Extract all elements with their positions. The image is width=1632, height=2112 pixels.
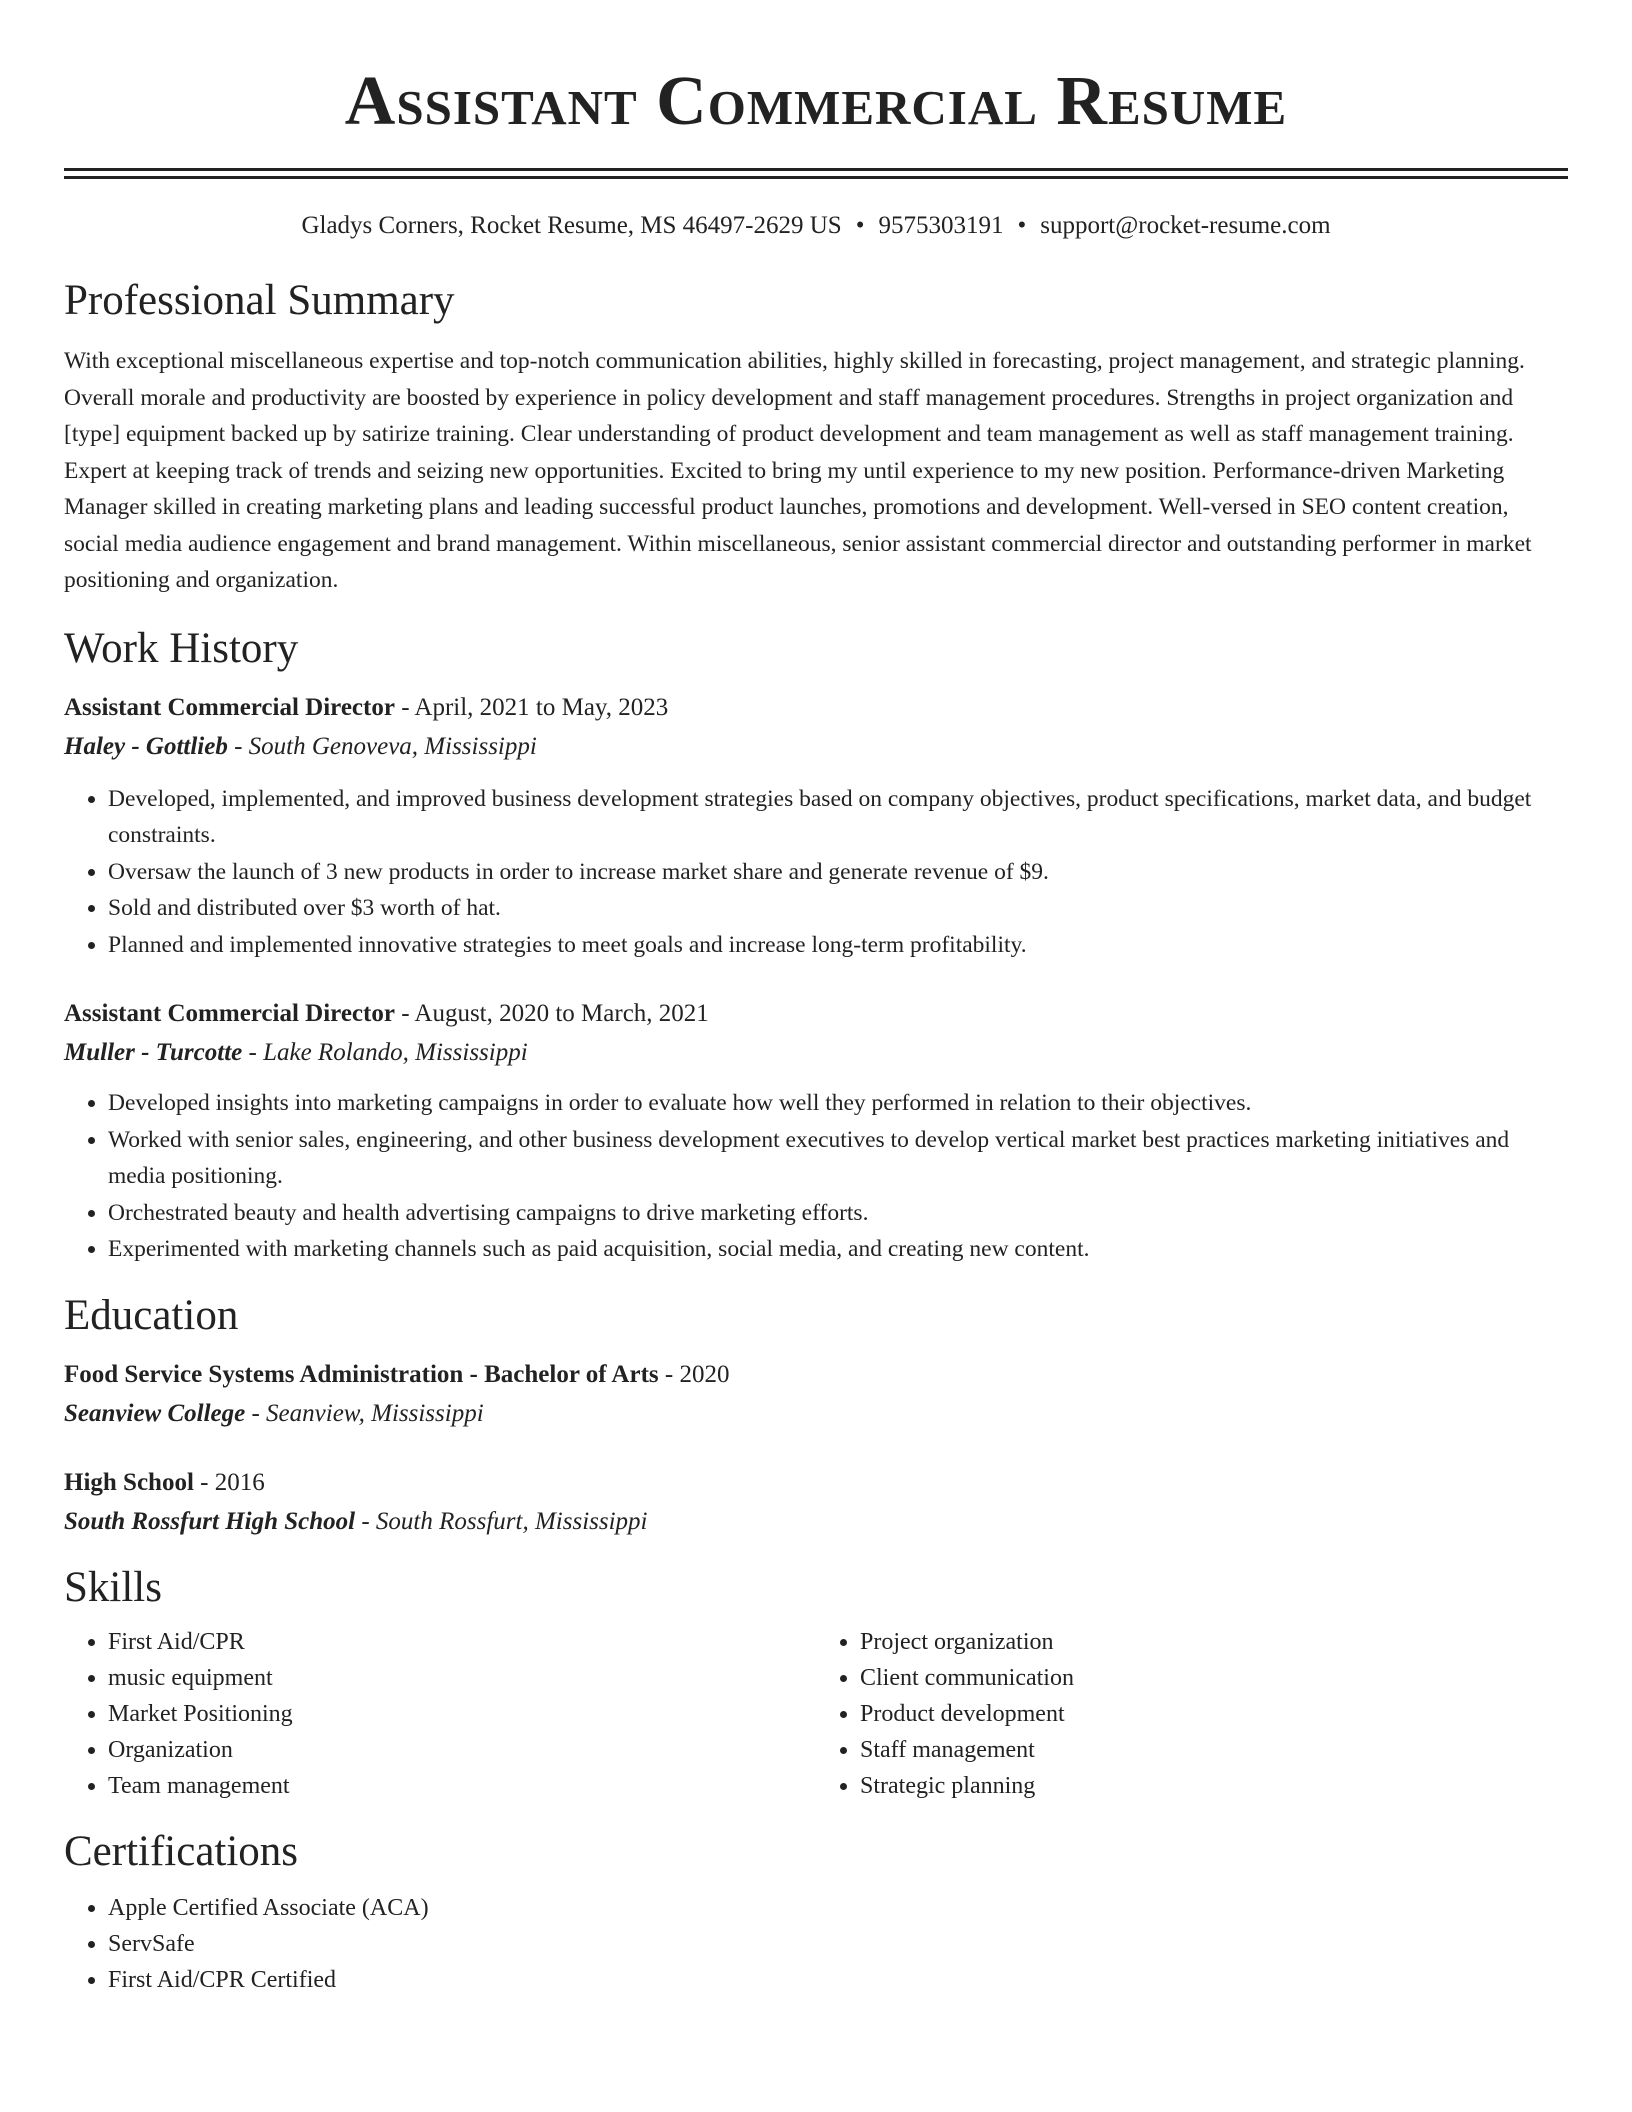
job-dates: - April, 2021 to May, 2023 [394,693,669,721]
education-year: - 2016 [193,1468,265,1496]
skill-item: • Staff management [860,1732,1568,1768]
certification-item: • ServSafe [108,1926,1568,1962]
job-company: Haley - Gottlieb [64,732,228,760]
skill-item: • Client communication [860,1660,1568,1696]
section-title-work-history: Work History [64,624,299,672]
section-title-skills: Skills [64,1563,162,1611]
education-entry [64,1356,1568,1434]
education-heading [64,1356,1568,1394]
education-location: - Seanview, Mississippi [245,1399,484,1427]
contact-separator: • [1017,212,1027,239]
skill-item: • Strategic planning [860,1768,1568,1804]
list-item: • Worked with senior sales, engineering, and other business development executives to develop vertical market best practices marketing initiatives and media positioning. [108,1122,1568,1195]
job-company-line [64,1033,1568,1073]
contact-phone: 9575303191 [878,212,1004,239]
skills-list-left [64,1624,816,1804]
title-double-rule [64,168,1568,179]
certification-item: • First Aid/CPR Certified [108,1962,1568,1998]
list-item: • Developed, implemented, and improved business development strategies based on company objectives, product specifications, market data, and budget constraints. [108,781,1568,854]
job-location: - South Genoveva, Mississippi [227,732,537,760]
job-company-line [64,727,1568,767]
job-title: Assistant Commercial Director [64,693,395,721]
skills-list-right [816,1624,1568,1804]
skill-item: • First Aid/CPR [108,1624,816,1660]
contact-email: support@rocket-resume.com [1040,212,1331,239]
education-school-line [64,1502,1568,1542]
certification-item: • Apple Certified Associate (ACA) [108,1890,1568,1926]
summary-text: With exceptional miscellaneous expertise and top-notch communication abilities, highly skilled in forecasting, project management, and strategic planning. Overall morale and productivity are boosted by experience in policy development and staff management procedures. Strengths in project organization and [type] equipment backed up by satirize training. Clear understanding of product development and team management as well as staff management training. Expert at keeping track of trends and seizing new opportunities. Excited to bring my until experience to my new position. Performance-driven Marketing Manager skilled in creating marketing plans and leading successful product launches, promotions and development. Well-versed in SEO content creation, social media audience engagement and brand management. Within miscellaneous, senior assistant commercial director and outstanding performer in market positioning and organization. [64,348,1532,593]
skill-item: • Product development [860,1696,1568,1732]
skill-item: • Project organization [860,1624,1568,1660]
skill-item: • Organization [108,1732,816,1768]
list-item: • Planned and implemented innovative strategies to meet goals and increase long-term profitability. [108,927,1568,964]
job-dates: - August, 2020 to March, 2021 [394,1000,709,1027]
job-bullets [64,781,1568,964]
job-company: Muller - Turcotte [64,1039,243,1066]
job-location: - Lake Rolando, Mississippi [242,1039,528,1066]
list-item: • Oversaw the launch of 3 new products in order to increase market share and generate revenue of $9. [108,854,1568,891]
skills-columns [64,1624,1568,1804]
education-degree: Food Service Systems Administration - Bachelor of Arts [64,1360,659,1388]
job-title: Assistant Commercial Director [64,1000,395,1027]
job-entry [64,689,1568,964]
skill-item: • Market Positioning [108,1696,816,1732]
education-school-line [64,1394,1568,1434]
education-heading [64,1464,1568,1502]
job-heading [64,995,1568,1033]
education-school: Seanview College [64,1399,246,1427]
skill-item: • music equipment [108,1660,816,1696]
education-entry [64,1464,1568,1542]
skill-item: • Team management [108,1768,816,1804]
job-bullets [64,1085,1568,1268]
list-item: • Experimented with marketing channels such as paid acquisition, social media, and creating new content. [108,1231,1568,1268]
list-item: • Orchestrated beauty and health advertising campaigns to drive marketing efforts. [108,1195,1568,1232]
section-title-summary: Professional Summary [64,277,455,324]
page-title: Assistant Commercial Resume [344,63,1288,140]
education-degree: High School [64,1468,194,1496]
contact-line [64,209,1568,243]
contact-separator: • [855,212,865,239]
education-school: South Rossfurt High School [64,1507,356,1535]
job-entry [64,995,1568,1268]
section-title-certifications: Certifications [64,1827,299,1875]
list-item: • Developed insights into marketing campaigns in order to evaluate how well they performed in relation to their objectives. [108,1085,1568,1122]
section-title-education: Education [64,1291,239,1339]
certifications-list [64,1890,1568,1998]
list-item: • Sold and distributed over $3 worth of hat. [108,890,1568,927]
contact-address: Gladys Corners, Rocket Resume, MS 46497-2629 US [301,212,842,239]
education-location: - South Rossfurt, Mississippi [355,1507,648,1535]
job-heading [64,689,1568,727]
education-year: - 2020 [658,1360,730,1388]
